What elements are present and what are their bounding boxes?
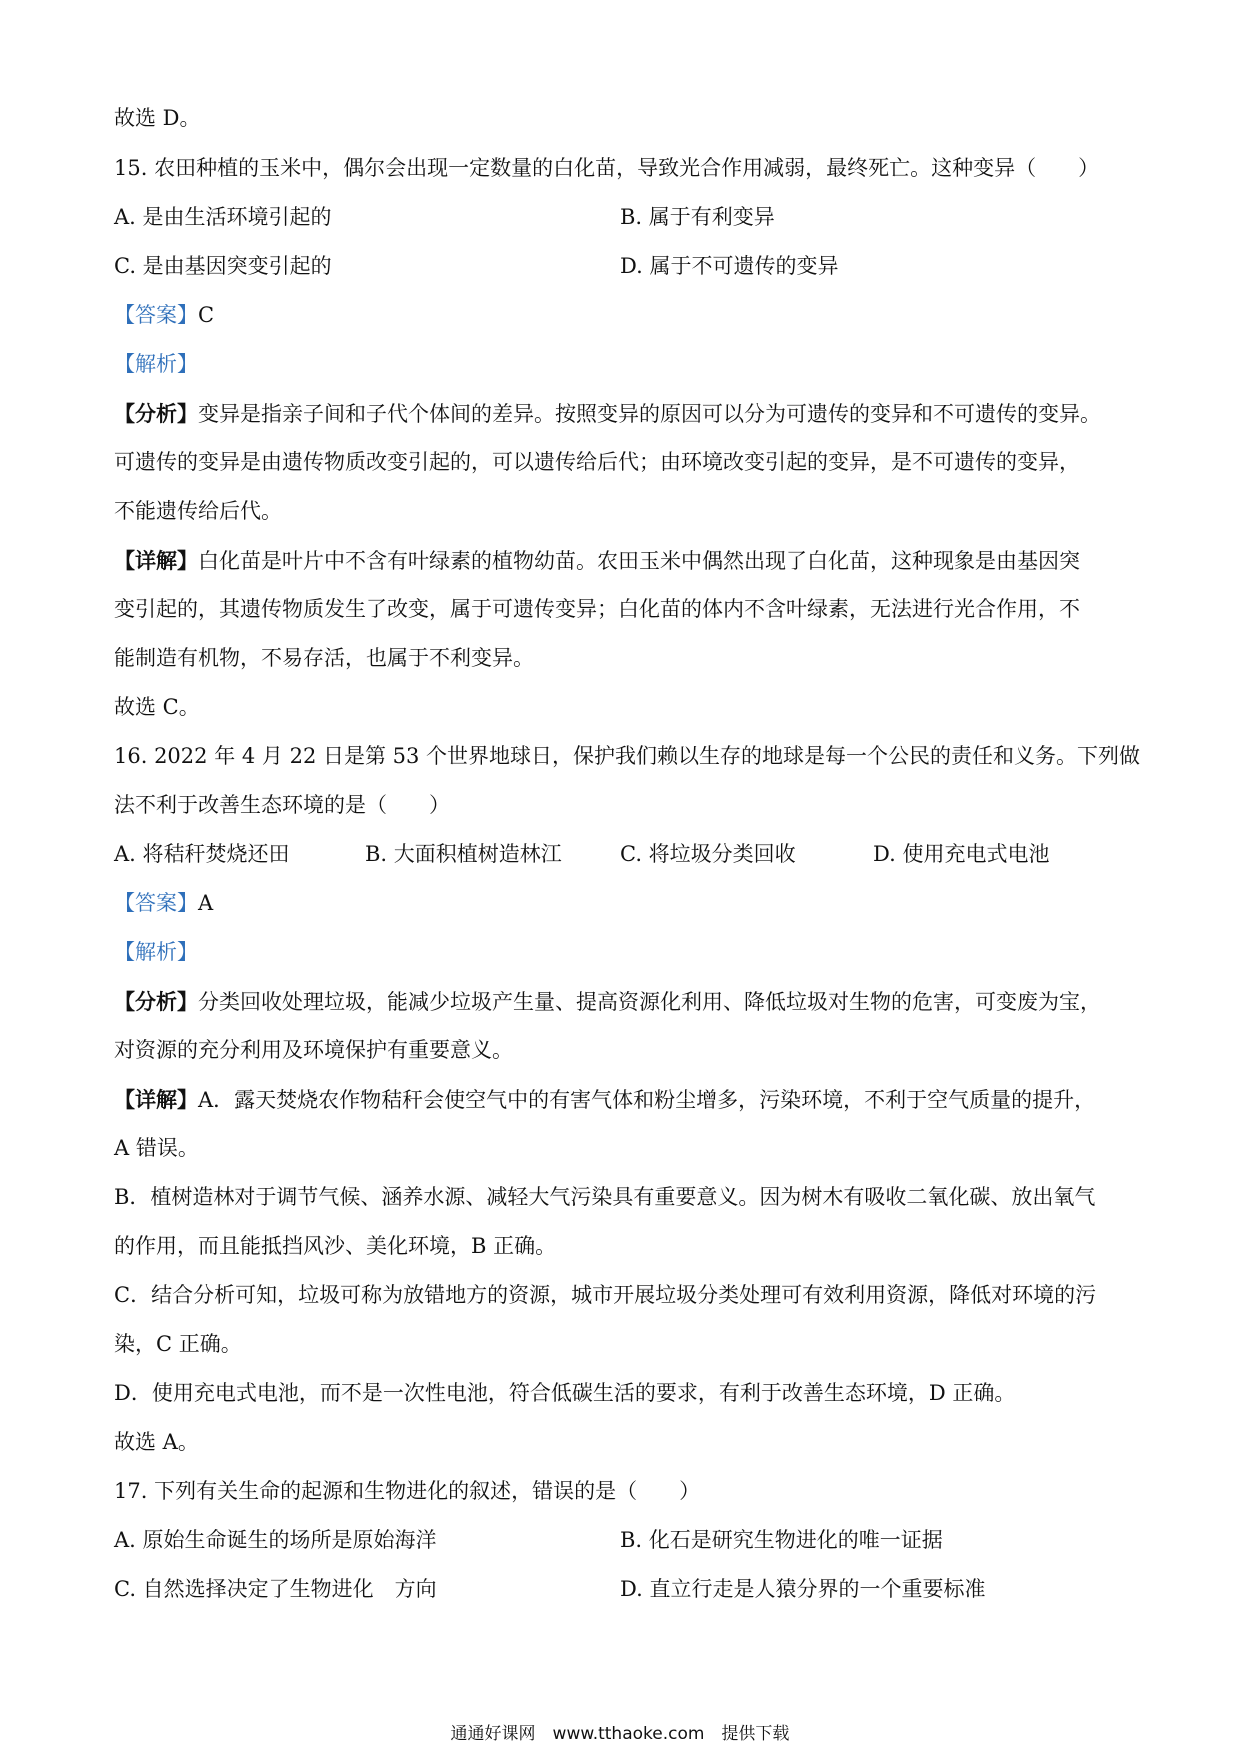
question-17: 17. 下列有关生命的起源和生物进化的叙述，错误的是（ ） bbox=[114, 1479, 701, 1503]
detail-16-line-2: A 错误。 bbox=[114, 1136, 199, 1160]
detail-tag: 【详解】 bbox=[114, 548, 198, 573]
option-15c: C. 是由基因突变引起的 bbox=[114, 254, 332, 278]
line-gx14: 故选 D。 bbox=[114, 106, 201, 130]
analysis-tag: 【分析】 bbox=[114, 401, 198, 426]
option-17c: C. 自然选择决定了生物进化 方向 bbox=[114, 1577, 437, 1601]
answer-15 bbox=[114, 305, 214, 326]
answer-value: A bbox=[198, 891, 214, 915]
option-17b: B. 化石是研究生物进化的唯一证据 bbox=[620, 1528, 943, 1552]
answer-tag: 【答案】 bbox=[114, 891, 198, 915]
detail-16-line-4: 的作用，而且能抵挡风沙、美化环境，B 正确。 bbox=[114, 1234, 557, 1258]
question-16-line-1: 16. 2022 年 4 月 22 日是第 53 个世界地球日，保护我们赖以生存的地球是每一个公民的责任和义务。下列做 bbox=[114, 744, 1141, 768]
detail-tag: 【详解】 bbox=[114, 1087, 198, 1112]
answer-tag: 【答案】 bbox=[114, 303, 198, 327]
option-15a: A. 是由生活环境引起的 bbox=[114, 205, 332, 229]
analysis-15-line-3: 不能遗传给后代。 bbox=[114, 499, 282, 523]
analysis-tag: 【分析】 bbox=[114, 989, 198, 1014]
detail-16-line-3: B．植树造林对于调节气候、涵养水源、减轻大气污染具有重要意义。因为树木有吸收二氧化碳、放出氧气 bbox=[114, 1185, 1096, 1209]
analysis-text: 变异是指亲子间和子代个体间的差异。按照变异的原因可以分为可遗传的变异和不可遗传的变异。 bbox=[198, 402, 1101, 426]
analysis-16-line-1 bbox=[114, 991, 1101, 1013]
detail-16-line-7: D．使用充电式电池，而不是一次性电池，符合低碳生活的要求，有利于改善生态环境，D 正确。 bbox=[114, 1381, 1016, 1405]
answer-value: C bbox=[198, 303, 215, 327]
analysis-heading-16: 【解析】 bbox=[114, 940, 198, 964]
detail-15-line-1 bbox=[114, 550, 1080, 572]
page-footer: 通通好课网 www.tthaoke.com 提供下载 bbox=[450, 1724, 790, 1744]
conclusion-16: 故选 A。 bbox=[114, 1430, 199, 1454]
analysis-heading-15: 【解析】 bbox=[114, 352, 198, 376]
analysis-15-line-2: 可遗传的变异是由遗传物质改变引起的，可以遗传给后代；由环境改变引起的变异，是不可遗传的变异， bbox=[114, 450, 1080, 474]
analysis-16-line-2: 对资源的充分利用及环境保护有重要意义。 bbox=[114, 1038, 513, 1062]
detail-16-line-5: C．结合分析可知，垃圾可称为放错地方的资源，城市开展垃圾分类处理可有效利用资源，降低对环境的污 bbox=[114, 1283, 1097, 1307]
option-17a: A. 原始生命诞生的场所是原始海洋 bbox=[114, 1528, 437, 1552]
analysis-15-line-1 bbox=[114, 403, 1101, 425]
conclusion-15: 故选 C。 bbox=[114, 695, 200, 719]
detail-text: 白化苗是叶片中不含有叶绿素的植物幼苗。农田玉米中偶然出现了白化苗，这种现象是由基因突 bbox=[198, 549, 1080, 573]
detail-16-line-1 bbox=[114, 1089, 1095, 1111]
detail-15-line-3: 能制造有机物，不易存活，也属于不利变异。 bbox=[114, 646, 534, 670]
option-16a: A. 将秸秆焚烧还田 bbox=[114, 842, 290, 866]
option-16c: C. 将垃圾分类回收 bbox=[620, 842, 796, 866]
detail-text: A．露天焚烧农作物秸秆会使空气中的有害气体和粉尘增多，污染环境，不利于空气质量的提升， bbox=[198, 1088, 1096, 1112]
option-17d: D. 直立行走是人猿分界的一个重要标准 bbox=[620, 1577, 986, 1601]
option-16b: B. 大面积植树造林江 bbox=[365, 842, 562, 866]
option-15b: B. 属于有利变异 bbox=[620, 205, 775, 229]
detail-16-line-6: 染，C 正确。 bbox=[114, 1332, 242, 1356]
option-15d: D. 属于不可遗传的变异 bbox=[620, 254, 839, 278]
question-16-line-2: 法不利于改善生态环境的是（ ） bbox=[114, 793, 450, 817]
analysis-text: 分类回收处理垃圾，能减少垃圾产生量、提高资源化利用、降低垃圾对生物的危害，可变废为宝， bbox=[198, 990, 1101, 1014]
answer-16 bbox=[114, 893, 213, 914]
option-16d: D. 使用充电式电池 bbox=[873, 842, 1050, 866]
detail-15-line-2: 变引起的，其遗传物质发生了改变，属于可遗传变异；白化苗的体内不含叶绿素，无法进行光合作用，不 bbox=[114, 597, 1080, 621]
question-15: 15. 农田种植的玉米中，偶尔会出现一定数量的白化苗，导致光合作用减弱，最终死亡。这种变异（ ） bbox=[114, 156, 1100, 180]
